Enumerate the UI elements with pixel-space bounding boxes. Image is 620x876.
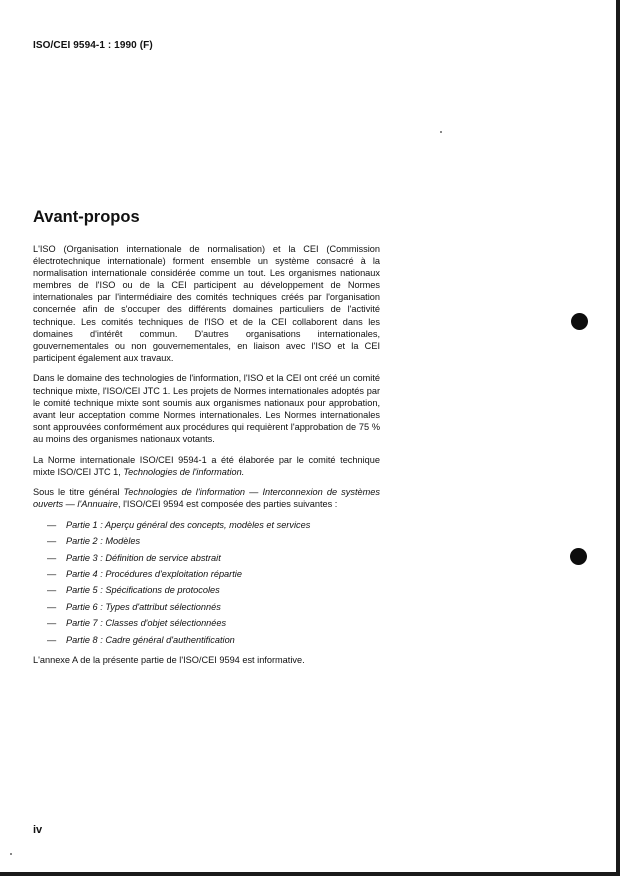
list-item [33, 552, 380, 564]
list-dash: — [47, 519, 57, 530]
part-title: Définition de service abstrait [105, 552, 221, 563]
part-label: Partie 7 : [66, 618, 103, 629]
binder-hole-icon [570, 548, 587, 565]
list-item [33, 519, 380, 531]
part-title: Procédures d'exploitation répartie [105, 569, 242, 580]
list-item [33, 568, 380, 580]
list-item [33, 634, 380, 646]
general-title-end: , l'ISO/CEI 9594 est composée des parties suivantes : [118, 499, 338, 510]
part-title: Classes d'objet sélectionnées [105, 618, 227, 629]
paragraph-iso-cei-intro: L'ISO (Organisation internationale de normalisation) et la CEI (Commission électrotechnique internationale) forment ensemble un système consacré à la normalisation internationale considérée comme un tout. Les organismes nationaux membres de l'ISO ou de la CEI participent au développement de Normes internationales par l'intermédiaire des comités techniques créés par l'organisation concernée afin de s'occuper des différents domaines particuliers de l'activité technique. Les comités techniques de l'ISO et de la CEI collaborent dans les domaines d'intérêt commun. D'autres organisations internationales, gouvernementales ou non gouvernementales, en liaison avec l'ISO et la CEI participent également aux travaux. [33, 244, 380, 363]
list-dash: — [47, 569, 57, 580]
list-dash: — [47, 536, 57, 547]
paragraph-annex-note: L'annexe A de la présente partie de l'ISO/CEI 9594 est informative. [33, 654, 305, 665]
page-number: iv [33, 824, 43, 836]
general-title-italic: Technologies de l'information — Interconnexion de systèmes ouverts — l'Annuaire [33, 487, 380, 510]
general-title-lead: Sous le titre général [33, 487, 124, 498]
binder-hole-icon [571, 313, 588, 330]
list-dash: — [47, 601, 57, 612]
part-label: Partie 1 : [66, 519, 103, 530]
list-item [33, 601, 380, 613]
part-title: Spécifications de protocoles [105, 585, 220, 596]
list-dash: — [47, 552, 57, 563]
page-title: Avant-propos [33, 208, 140, 226]
part-label: Partie 3 : [66, 552, 103, 563]
part-label: Partie 5 : [66, 585, 103, 596]
elaboration-title: Technologies de l'information. [123, 466, 245, 477]
elaboration-text: La Norme internationale ISO/CEI 9594-1 a été élaborée par le comité technique mixte ISO/CEI JTC 1, [33, 454, 380, 477]
part-title: Modèles [105, 536, 141, 547]
list-dash: — [47, 634, 57, 645]
part-label: Partie 6 : [66, 601, 103, 612]
list-item [33, 584, 380, 596]
parts-list [33, 519, 380, 646]
list-item [33, 535, 380, 547]
document-header: ISO/CEI 9594-1 : 1990 (F) [33, 40, 153, 51]
foreword-body [33, 243, 380, 674]
list-dash: — [47, 585, 57, 596]
paragraph-general-title [33, 486, 380, 510]
part-label: Partie 4 : [66, 569, 103, 580]
page-edge-right [616, 0, 620, 876]
part-title: Types d'attribut sélectionnés [105, 601, 221, 612]
part-label: Partie 8 : [66, 634, 103, 645]
part-title: Aperçu général des concepts, modèles et services [105, 519, 311, 530]
list-item [33, 617, 380, 629]
part-label: Partie 2 : [66, 536, 103, 547]
paragraph-elaboration [33, 454, 380, 478]
list-dash: — [47, 618, 57, 629]
part-title: Cadre général d'authentification [105, 634, 235, 645]
scan-speck [440, 131, 442, 133]
paragraph-jtc1: Dans le domaine des technologies de l'information, l'ISO et la CEI ont créé un comité technique mixte, l'ISO/CEI JTC 1. Les projets de Normes internationales adoptés par le comité technique mixte sont soumis aux organismes nationaux pour approbation, avant leur acceptation comme Normes internationales. Les Normes internationales sont approuvées conformément aux procédures qui requièrent l'approbation de 75 % au moins des organismes nationaux votants. [33, 373, 380, 444]
scan-speck [10, 853, 12, 855]
page-edge-bottom [0, 872, 620, 876]
